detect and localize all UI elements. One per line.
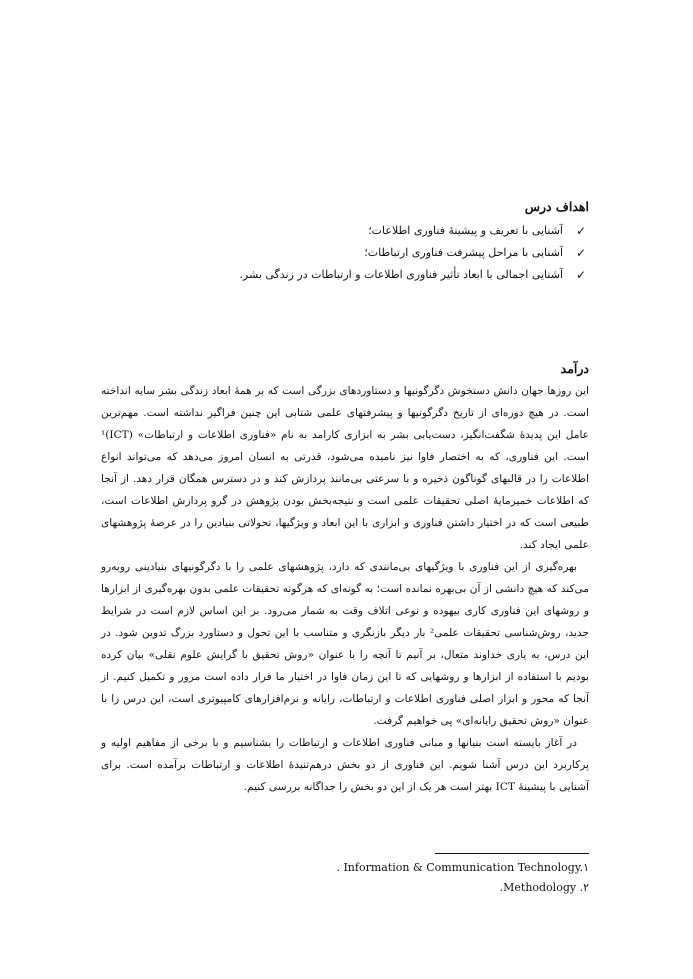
objective-text: آشنایی با مراحل پیشرفت فناوری ارتباطات؛ [364, 246, 563, 259]
body-paragraph: این روزها جهان دانش دستخوش دگرگونیها و دستاوردهای بزرگی است که بر همهٔ ابعاد زندگی بشر سایه انداخته است. در هیچ دوره‌ای از تاریخ دگرگونیها و پیشرفتهای علمی شتابی این چنین فراگیر نداشته است. مهم‌ترین عامل این پدیدهٔ شگفت‌انگیز، دست‌یابی بشر به ابزاری کارامد به نام «فناوری اطلاعات و ارتباطات» (ICT)¹ است. این فناوری، که به اختصار فاوا نیز نامیده می‌شود، قدرتی به انسان امروز می‌دهد که می‌تواند انواع اطلاعات را در قالبهای گوناگون ذخیره و با سرعتی بی‌مانند پردازش کند و در دسترس همگان قرار دهد. از آنجا که اطلاعات خمیرمایهٔ اصلی تحقیقات علمی است و نتیجه‌بخش بودن پژوهش در گرو پردازش اطلاعات است، طبیعی است که در اختیار داشتن فناوری و ابزاری با این ابعاد و ویژگیها، تحولاتی بنیادین را در عرصهٔ پژوهشهای علمی ایجاد کند. [101, 385, 589, 551]
objective-text: آشنایی اجمالی با ابعاد تأثیر فناوری اطلاعات و ارتباطات در زندگی بشر. [239, 268, 563, 281]
introduction-section [101, 360, 589, 798]
footnotes [336, 858, 589, 898]
checkmark-icon: ✓ [575, 224, 587, 238]
body-paragraph: در آغاز بایسته است بنیانها و مبانی فناوری اطلاعات و ارتباطات را بشناسیم و با برخی از مفاهیم اولیه و پرکاربرد این درس آشنا شویم. این فناوری از دو بخش درهم‌تنیدهٔ اطلاعات و ارتباطات برآمده است. برای آشنایی با پیشینهٔ ICT بهتر است هر یک از این دو بخش را جداگانه بررسی کنیم. [101, 737, 589, 793]
objective-item [60, 242, 589, 264]
objectives-title: اهداف درس [524, 199, 589, 214]
objective-item [60, 264, 589, 286]
objective-text: آشنایی با تعریف و پیشینهٔ فناوری اطلاعات؛ [368, 224, 563, 237]
body-paragraph: بهره‌گیری از این فناوری با ویژگیهای بی‌مانندی که دارد، پژوهشهای علمی را با دگرگونیهای بنیادینی روبه‌رو می‌کند که هیچ دانشی از آن بی‌بهره نمانده است؛ به گونه‌ای که هرگونه تحقیقات علمی بدون بهره‌گیری از ابزارها و روشهای این فناوری کاری بیهوده و نوعی اتلاف وقت به شمار می‌رود. بر این اساس لازم است در شرایط جدید، روش‌شناسی تحقیقات علمی² بار دیگر بازنگری و متناسب با این تحول و دستاورد بزرگ تدوین شود. در این درس، به یاری خداوند متعال، بر آنیم تا آنچه را با عنوان «روش تحقیق با گرایش علوم نقلی» بیان کرده بودیم با استفاده از ابزارها و روشهایی که تا این زمان فاوا در اختیار ما قرار داده است مرور و تکمیل کنیم. از آنجا که محور و ابزار اصلی فناوری اطلاعات و ارتباطات، رایانه و نرم‌افزارهای کامپیوتری است، این درس را با عنوان «روش تحقیق رایانه‌ای» پی خواهیم گرفت. [101, 561, 589, 727]
footnote-divider [435, 853, 589, 854]
introduction-title: درآمد [560, 361, 589, 376]
objective-item [60, 220, 589, 242]
checkmark-icon: ✓ [575, 268, 587, 282]
checkmark-icon: ✓ [575, 246, 587, 260]
footnote-1: . Information & Communication Technology.١ [336, 861, 589, 874]
lesson-objectives [60, 198, 589, 286]
objectives-list [60, 220, 589, 286]
footnote-2: .Methodology .٢ [499, 881, 589, 894]
